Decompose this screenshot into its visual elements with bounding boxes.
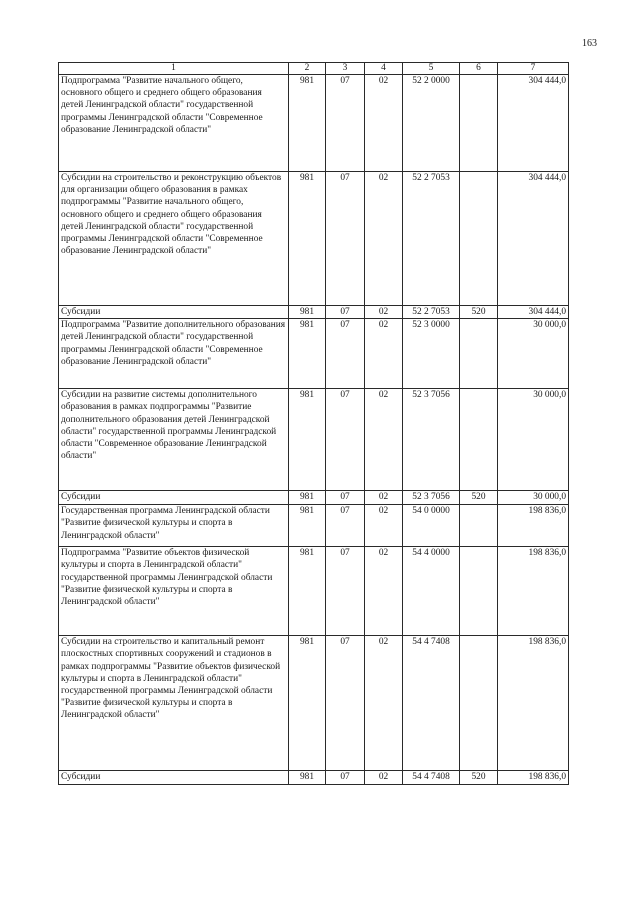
table-row — [59, 306, 569, 319]
row-type — [460, 319, 498, 389]
row-subsection: 02 — [365, 389, 403, 491]
row-admin: 981 — [289, 491, 326, 505]
table-row — [59, 636, 569, 771]
row-name: Субсидии на строительство и реконструкцию объектов для организации общего образования в рамках подпрограммы "Развитие начального общего, основного общего и среднего общего образования детей Ленинградской области" государственной программы Ленинградской области "Современное образование Ленинградской области" — [59, 172, 289, 306]
row-amount: 198 836,0 — [498, 505, 569, 547]
table-row — [59, 389, 569, 491]
row-amount: 304 444,0 — [498, 306, 569, 319]
row-target: 52 2 0000 — [403, 75, 460, 172]
table-row — [59, 771, 569, 785]
col-header-name: 1 — [59, 63, 289, 75]
row-section: 07 — [326, 172, 365, 306]
row-subsection: 02 — [365, 505, 403, 547]
row-type — [460, 636, 498, 771]
table-header-row — [59, 63, 569, 75]
row-name: Подпрограмма "Развитие дополнительного образования детей Ленинградской области" государственной программы Ленинградской области "Современное образование Ленинградской области" — [59, 319, 289, 389]
row-type — [460, 75, 498, 172]
row-name: Субсидии — [59, 771, 289, 785]
row-type: 520 — [460, 771, 498, 785]
col-header-subsection: 4 — [365, 63, 403, 75]
row-amount: 304 444,0 — [498, 172, 569, 306]
row-subsection: 02 — [365, 319, 403, 389]
row-name: Субсидии на развитие системы дополнительного образования в рамках подпрограммы "Развитие дополнительного образования детей Ленинградской области" государственной программы Ленинградской области "Современное образование Ленинградской области" — [59, 389, 289, 491]
row-target: 52 3 7056 — [403, 389, 460, 491]
row-section: 07 — [326, 505, 365, 547]
row-name: Подпрограмма "Развитие начального общего, основного общего и среднего общего образования детей Ленинградской области" государственной программы Ленинградской области "Современное образование Ленинградской области" — [59, 75, 289, 172]
row-amount: 30 000,0 — [498, 389, 569, 491]
row-admin: 981 — [289, 306, 326, 319]
row-target: 52 2 7053 — [403, 172, 460, 306]
row-target: 54 4 7408 — [403, 771, 460, 785]
row-amount: 30 000,0 — [498, 491, 569, 505]
table-row — [59, 491, 569, 505]
row-section: 07 — [326, 319, 365, 389]
row-target: 52 3 0000 — [403, 319, 460, 389]
row-name: Подпрограмма "Развитие объектов физической культуры и спорта в Ленинградской области" государственной программы Ленинградской области "Развитие физической культуры и спорта в Ленинградской области" — [59, 547, 289, 636]
row-name: Субсидии на строительство и капитальный ремонт плоскостных спортивных сооружений и стадионов в рамках подпрограммы "Развитие объектов физической культуры и спорта в Ленинградской области" государственной программы Ленинградской области "Развитие физической культуры и спорта в Ленинградской области" — [59, 636, 289, 771]
row-admin: 981 — [289, 389, 326, 491]
row-subsection: 02 — [365, 172, 403, 306]
row-type — [460, 505, 498, 547]
row-admin: 981 — [289, 771, 326, 785]
row-target: 54 4 0000 — [403, 547, 460, 636]
page-number: 163 — [582, 38, 597, 49]
row-section: 07 — [326, 75, 365, 172]
row-admin: 981 — [289, 172, 326, 306]
row-admin: 981 — [289, 75, 326, 172]
row-type: 520 — [460, 306, 498, 319]
row-type: 520 — [460, 491, 498, 505]
col-header-section: 3 — [326, 63, 365, 75]
row-target: 54 0 0000 — [403, 505, 460, 547]
row-amount: 198 836,0 — [498, 547, 569, 636]
row-subsection: 02 — [365, 636, 403, 771]
table-row — [59, 319, 569, 389]
row-admin: 981 — [289, 505, 326, 547]
budget-table — [58, 62, 569, 785]
row-name: Субсидии — [59, 306, 289, 319]
col-header-target: 5 — [403, 63, 460, 75]
row-subsection: 02 — [365, 75, 403, 172]
row-type — [460, 172, 498, 306]
row-section: 07 — [326, 547, 365, 636]
row-section: 07 — [326, 389, 365, 491]
col-header-amount: 7 — [498, 63, 569, 75]
row-target: 52 2 7053 — [403, 306, 460, 319]
row-admin: 981 — [289, 636, 326, 771]
row-admin: 981 — [289, 547, 326, 636]
row-section: 07 — [326, 306, 365, 319]
col-header-admin: 2 — [289, 63, 326, 75]
row-section: 07 — [326, 491, 365, 505]
row-subsection: 02 — [365, 771, 403, 785]
row-amount: 304 444,0 — [498, 75, 569, 172]
col-header-type: 6 — [460, 63, 498, 75]
table-row — [59, 505, 569, 547]
row-subsection: 02 — [365, 306, 403, 319]
row-admin: 981 — [289, 319, 326, 389]
row-name: Субсидии — [59, 491, 289, 505]
row-target: 54 4 7408 — [403, 636, 460, 771]
row-section: 07 — [326, 636, 365, 771]
row-name: Государственная программа Ленинградской области "Развитие физической культуры и спорта в Ленинградской области" — [59, 505, 289, 547]
row-type — [460, 389, 498, 491]
table-row — [59, 172, 569, 306]
row-subsection: 02 — [365, 491, 403, 505]
row-amount: 30 000,0 — [498, 319, 569, 389]
table-row — [59, 547, 569, 636]
table-row — [59, 75, 569, 172]
row-type — [460, 547, 498, 636]
row-section: 07 — [326, 771, 365, 785]
row-amount: 198 836,0 — [498, 636, 569, 771]
row-target: 52 3 7056 — [403, 491, 460, 505]
row-subsection: 02 — [365, 547, 403, 636]
row-amount: 198 836,0 — [498, 771, 569, 785]
